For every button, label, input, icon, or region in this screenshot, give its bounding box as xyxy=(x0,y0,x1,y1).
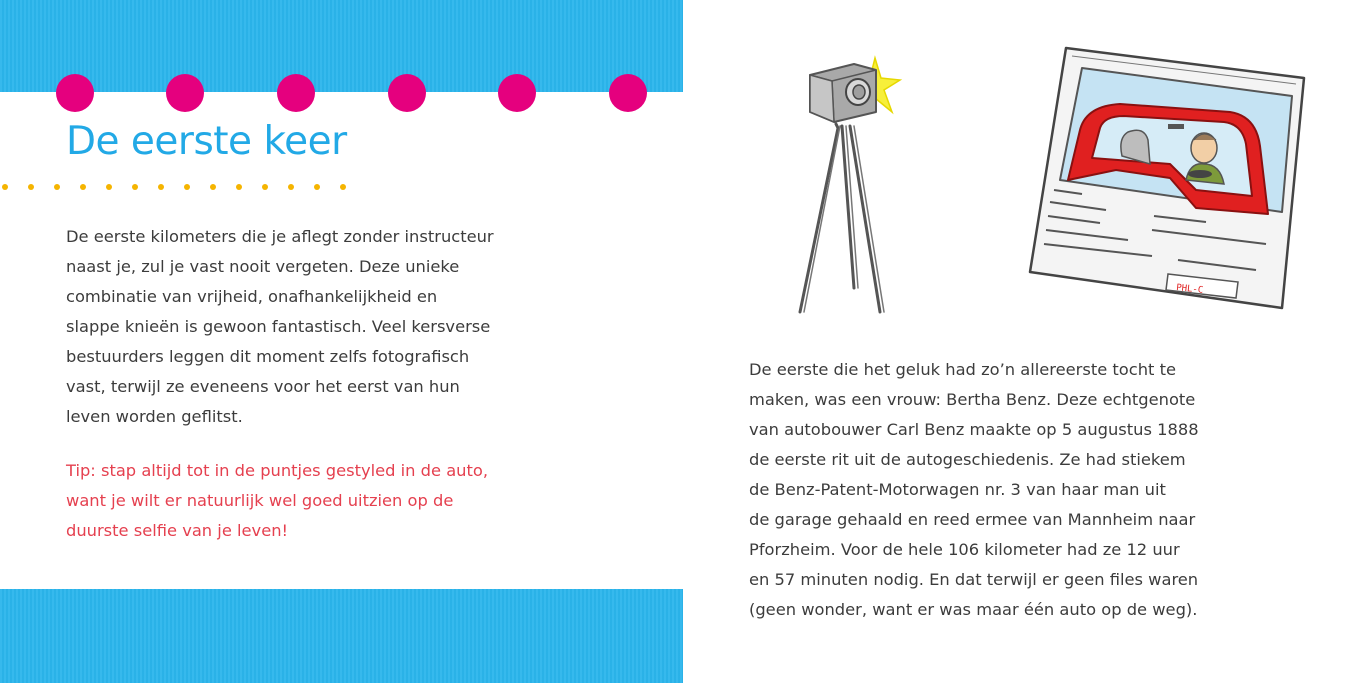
text-line: duurste selfie van je leven! xyxy=(66,521,289,540)
text-line: leven worden geflitst. xyxy=(66,407,243,426)
text-line: (geen wonder, want er was maar één auto op de weg). xyxy=(749,600,1198,619)
text-line: Tip: stap altijd tot in de puntjes gestyled in de auto, xyxy=(66,461,489,480)
pink-dot xyxy=(388,74,426,112)
text-line: slappe knieën is gewoon fantastisch. Veel kersverse xyxy=(66,317,491,336)
text-line: de eerste rit uit de autogeschiedenis. Ze had stiekem xyxy=(749,450,1186,469)
pink-dot xyxy=(277,74,315,112)
pink-dot xyxy=(56,74,94,112)
ticket-stamp-text: PHL-C xyxy=(1175,283,1204,296)
pink-dot xyxy=(498,74,536,112)
text-line: de garage gehaald en reed ermee van Mannheim naar xyxy=(749,510,1196,529)
bottom-blue-band xyxy=(0,589,683,683)
top-blue-band xyxy=(0,0,683,92)
intro-paragraph xyxy=(66,222,606,432)
text-line: want je wilt er natuurlijk wel goed uitzien op de xyxy=(66,491,454,510)
history-paragraph xyxy=(749,355,1309,625)
text-line: de Benz-Patent-Motorwagen nr. 3 van haar man uit xyxy=(749,480,1166,499)
speed-camera-icon xyxy=(780,50,930,325)
pink-dot xyxy=(609,74,647,112)
text-line: combinatie van vrijheid, onafhankelijkheid en xyxy=(66,287,438,306)
page-title: De eerste keer xyxy=(66,119,347,164)
text-line: vast, terwijl ze eveneens voor het eerst van hun xyxy=(66,377,460,396)
yellow-dotted-divider xyxy=(2,184,352,192)
text-line: De eerste kilometers die je aflegt zonder instructeur xyxy=(66,227,494,246)
text-line: en 57 minuten nodig. En dat terwijl er geen files waren xyxy=(749,570,1199,589)
pink-dot xyxy=(166,74,204,112)
text-line: Pforzheim. Voor de hele 106 kilometer had ze 12 uur xyxy=(749,540,1180,559)
tip-paragraph xyxy=(66,456,606,546)
speeding-ticket-photo-icon xyxy=(1020,40,1315,320)
text-line: van autobouwer Carl Benz maakte op 5 augustus 1888 xyxy=(749,420,1199,439)
text-line: maken, was een vrouw: Bertha Benz. Deze echtgenote xyxy=(749,390,1196,409)
text-line: De eerste die het geluk had zo’n allereerste tocht te xyxy=(749,360,1176,379)
text-line: naast je, zul je vast nooit vergeten. Deze unieke xyxy=(66,257,460,276)
text-line: bestuurders leggen dit moment zelfs fotografisch xyxy=(66,347,470,366)
